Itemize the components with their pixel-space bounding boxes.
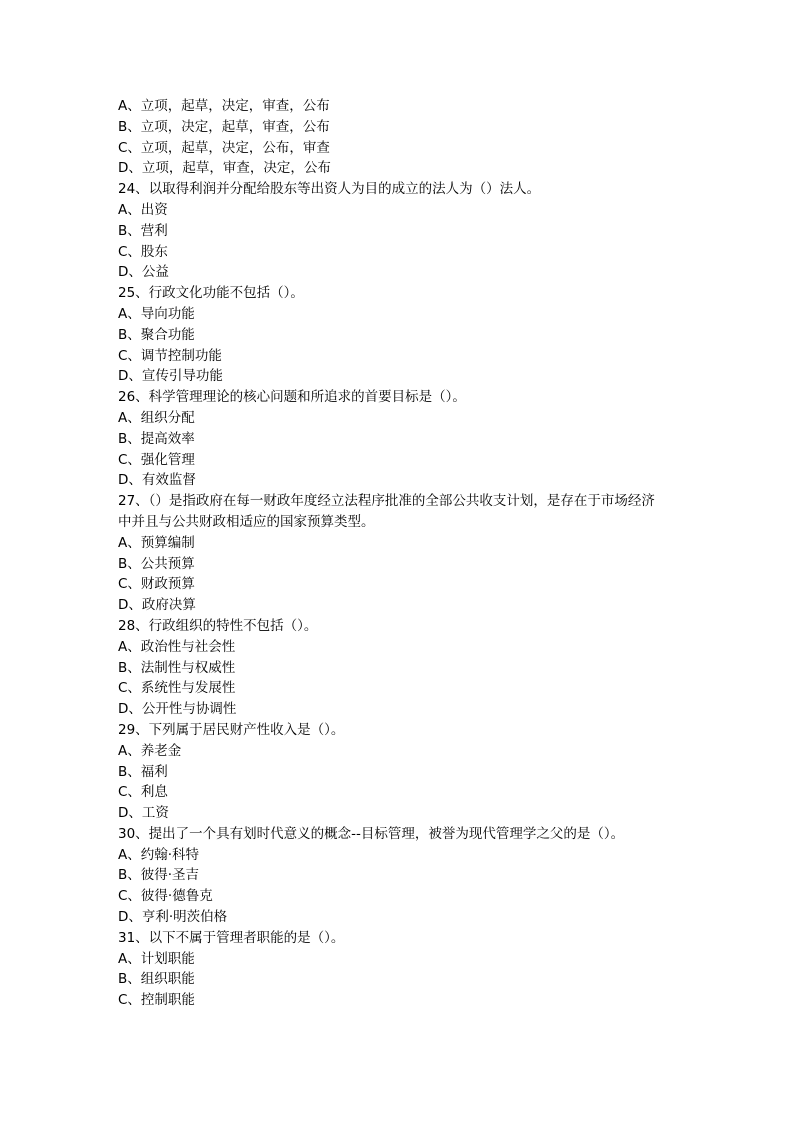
option-line: C、调节控制功能: [118, 347, 222, 364]
option-line: B、聚合功能: [118, 326, 195, 343]
option-line: C、利息: [118, 784, 168, 801]
option-line: B、提高效率: [118, 430, 195, 447]
option-line: B、营利: [118, 222, 168, 239]
option-line: A、养老金: [118, 742, 182, 759]
option-line: C、股东: [118, 243, 168, 260]
option-line: A、立项，起草，决定，审查，公布: [118, 98, 330, 114]
question-26: 26、科学管理理论的核心问题和所追求的首要目标是（）。: [118, 389, 466, 406]
option-line: A、导向功能: [118, 305, 195, 322]
option-line: B、彼得·圣吉: [118, 867, 200, 884]
question-24: 24、以取得利润并分配给股东等出资人为目的成立的法人为（）法人。: [118, 181, 541, 198]
option-line: A、约翰·科特: [118, 846, 200, 863]
option-line: B、组织职能: [118, 971, 195, 988]
option-line: B、立项，决定，起草，审查，公布: [118, 118, 330, 135]
option-line: B、福利: [118, 763, 168, 780]
question-28: 28、行政组织的特性不包括（）。: [118, 617, 318, 634]
option-line: C、彼得·德鲁克: [118, 888, 213, 905]
option-line: C、强化管理: [118, 451, 195, 468]
option-line: C、立项，起草，决定，公布，审查: [118, 139, 330, 156]
option-line: D、工资: [118, 805, 169, 822]
option-line: B、公共预算: [118, 555, 195, 572]
option-line: A、政治性与社会性: [118, 638, 236, 655]
option-line: A、组织分配: [118, 409, 195, 426]
option-line: A、出资: [118, 201, 168, 218]
option-line: D、公开性与协调性: [118, 701, 237, 718]
option-line: D、有效监督: [118, 472, 196, 489]
option-line: D、立项，起草，审查，决定，公布: [118, 160, 331, 177]
option-line: C、财政预算: [118, 576, 195, 593]
option-line: A、计划职能: [118, 950, 195, 967]
option-line: D、宣传引导功能: [118, 368, 223, 385]
question-30: 30、提出了一个具有划时代意义的概念--目标管理，被誉为现代管理学之父的是（）。: [118, 825, 625, 842]
option-line: C、系统性与发展性: [118, 680, 236, 697]
option-line: D、政府决算: [118, 597, 196, 614]
question-25: 25、行政文化功能不包括（）。: [118, 285, 304, 302]
option-line: B、法制性与权威性: [118, 659, 236, 676]
option-line: D、亨利·明茨伯格: [118, 909, 228, 926]
document-page: [118, 96, 678, 1011]
option-line: D、公益: [118, 264, 169, 281]
question-27-continued: 中并且与公共财政相适应的国家预算类型。: [118, 513, 375, 530]
option-line: C、控制职能: [118, 992, 195, 1009]
question-27: 27、（）是指政府在每一财政年度经立法程序批准的全部公共收支计划，是存在于市场经济: [118, 493, 655, 510]
option-line: A、预算编制: [118, 534, 195, 551]
question-31: 31、以下不属于管理者职能的是（）。: [118, 929, 345, 946]
question-29: 29、下列属于居民财产性收入是（）。: [118, 721, 345, 738]
